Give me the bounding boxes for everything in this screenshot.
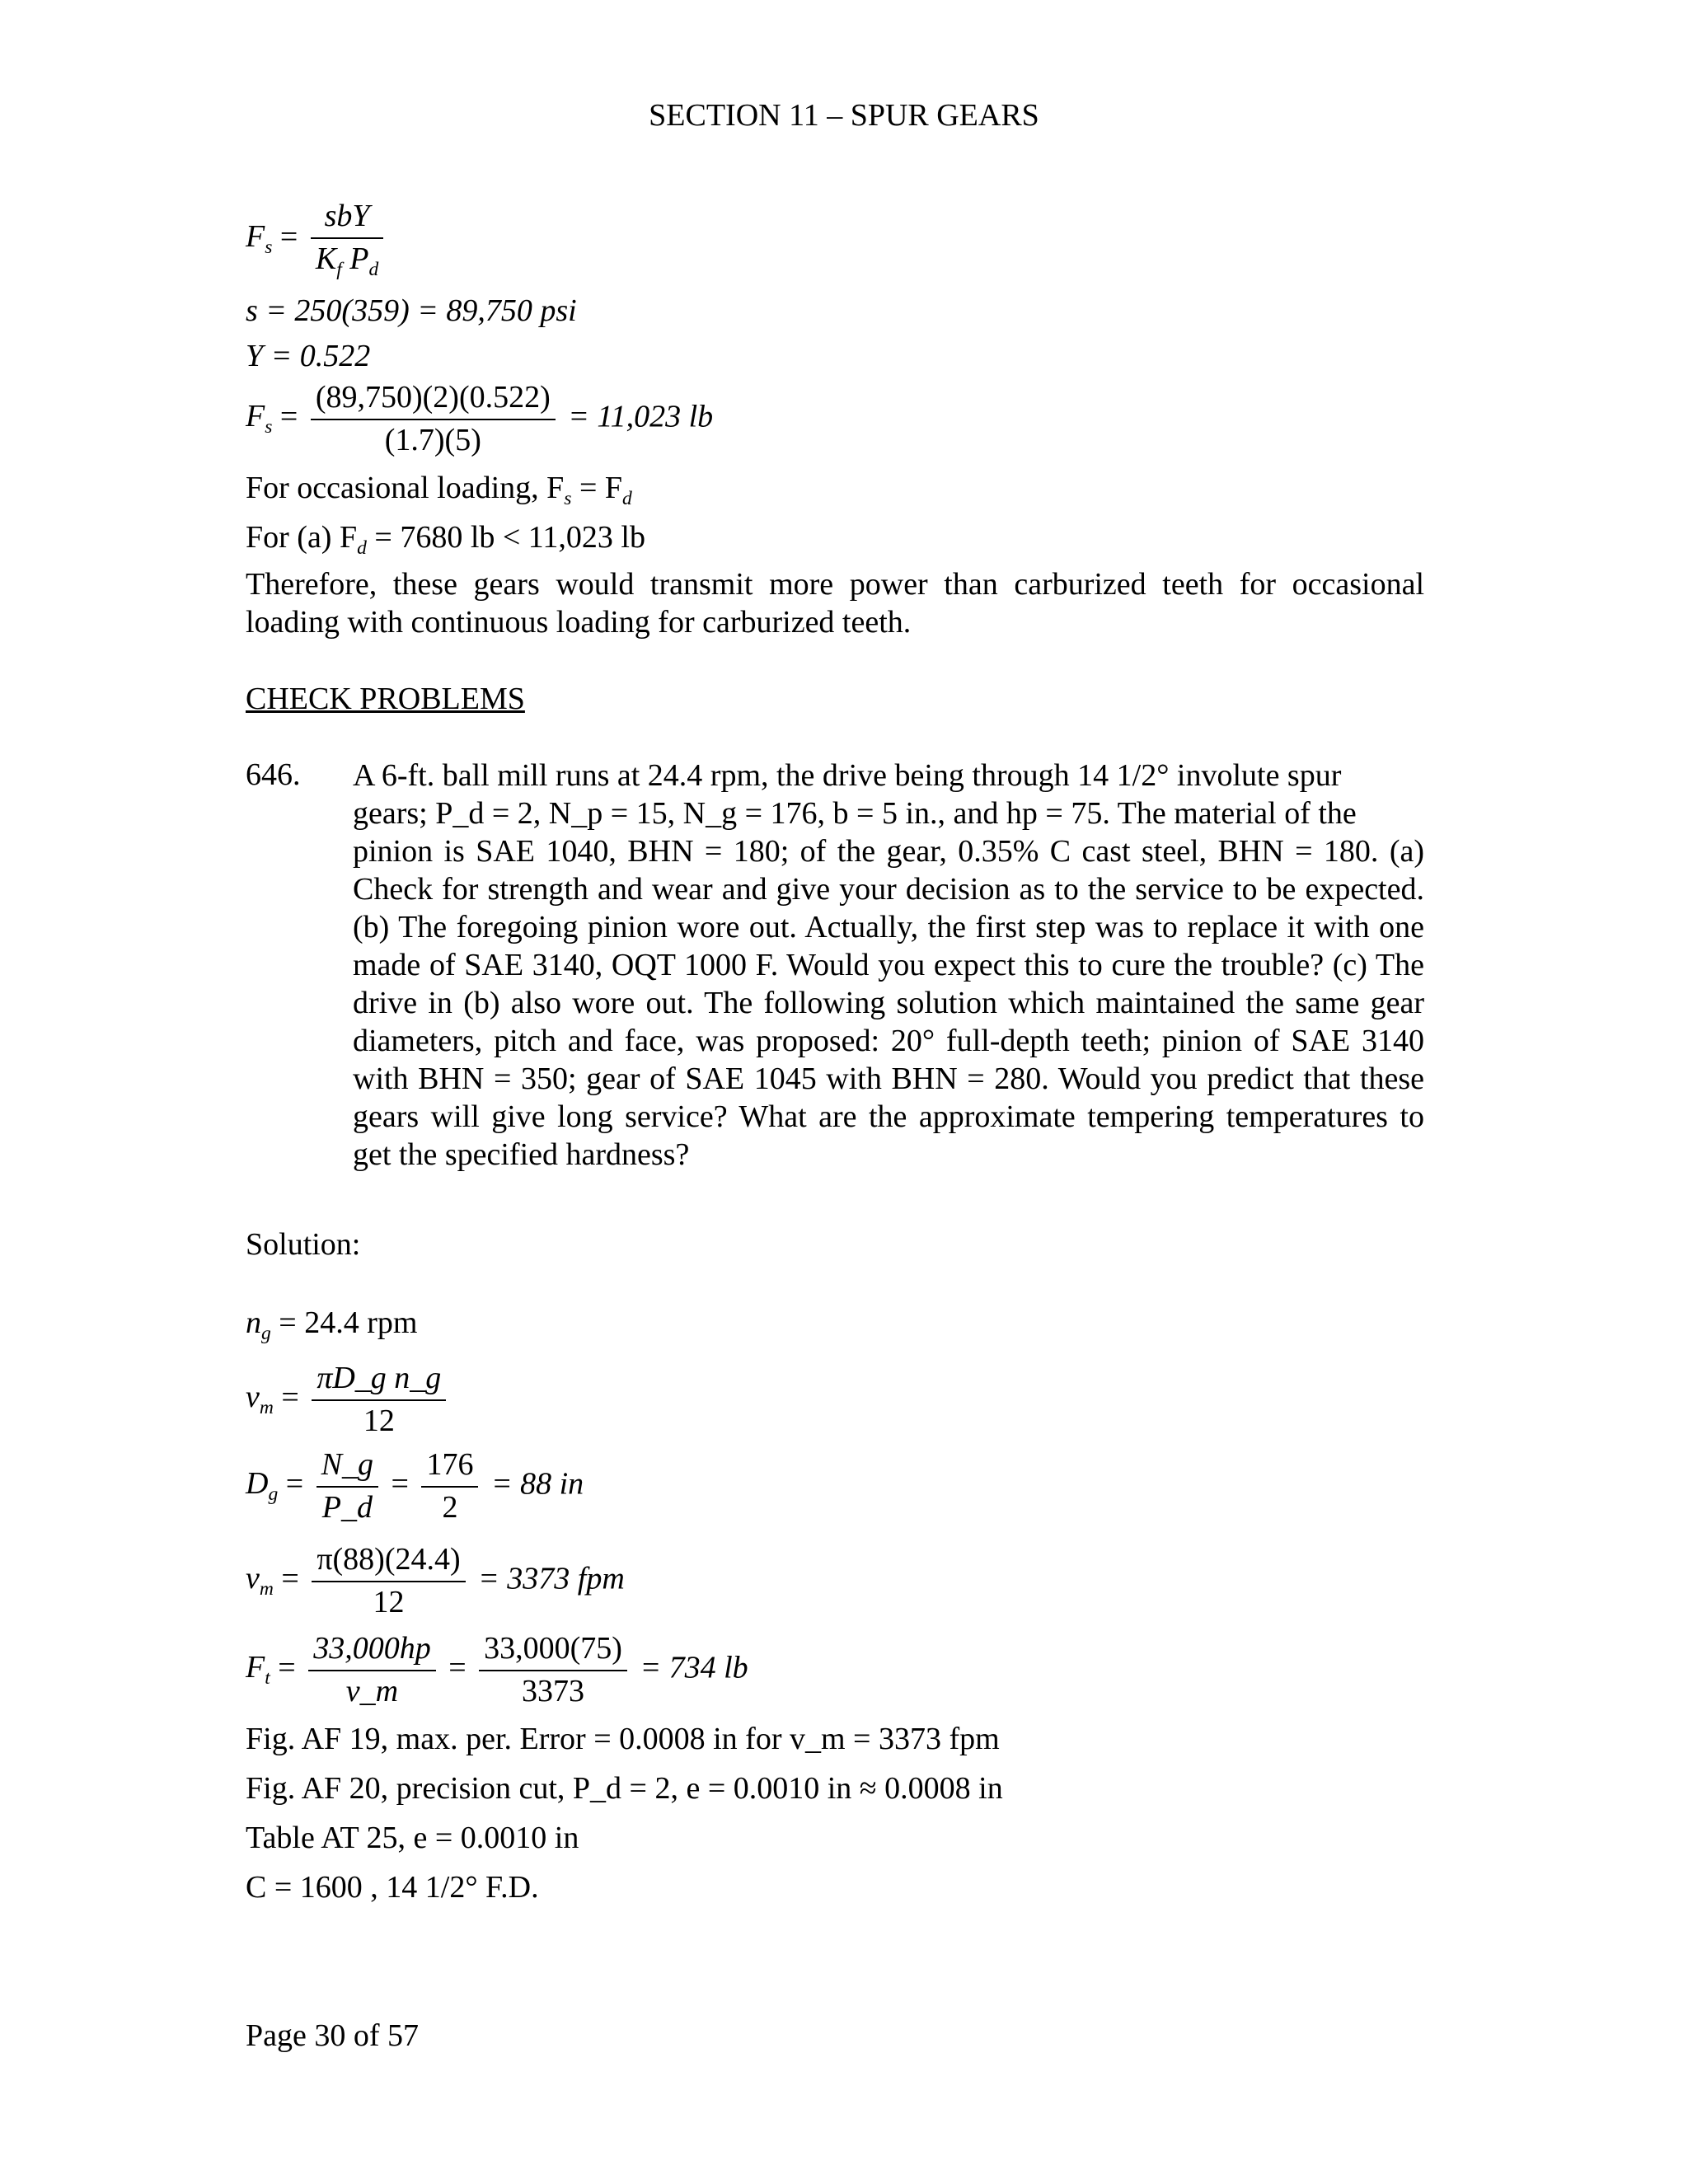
fraction: $\frac{(89,750)(2)(0.522)}{(1.7)(5)}$ <box>311 379 556 459</box>
check-problems-heading: CHECK PROBLEMS <box>246 682 525 716</box>
equation-dg: $D_g$ = $\frac{N\_g}{P\_d}$ = $\frac{176}{2}$ = 88 in <box>246 1446 584 1526</box>
problem-body: pinion is SAE 1040, BHN = 180; of the gear, 0.35% C cast steel, BHN = 180. (a) Check for strength and wear and give your decision as to the service to be expected. (b) The foregoing pinion wore out. Actually, the first step was to replace it with one made of SAE 3140, OQT 1000 F. Would you expect this to cure the trouble? (c) The drive in (b) also wore out. The following solution which maintained the same gear diameters, pitch and face, was proposed: 20° full-depth teeth; pinion of SAE 3140 with BHN = 350; gear of SAE 1045 with BHN = 280. Would you predict that these gears will give long service? What are the approximate tempering temperatures to get the specified hardness? <box>353 834 1424 1172</box>
problem-line-1: A 6-ft. ball mill runs at 24.4 rpm, the drive being through 14 1/2° involute spur <box>353 758 1342 793</box>
equation-ng: $n_g = 24.4$ rpm <box>246 1305 418 1345</box>
table-at25-line: Table AT 25, e = 0.0010 in <box>246 1821 579 1855</box>
fraction: $\frac{33,000(75)}{3373}$ <box>479 1630 627 1710</box>
problem-text <box>353 757 1424 1174</box>
fraction: $\frac{\text{πD\_g n\_g}}{12}$ <box>312 1360 446 1440</box>
equation-s: s = 250(359) = 89,750 psi <box>246 293 577 328</box>
equation-ft: $F_t$ = $\frac{33,000hp}{v\_m}$ = $\frac{33,000(75)}{3373}$ = 734 lb <box>246 1630 748 1710</box>
equation-vm-formula: $v_m$ = $\frac{\text{πD\_g n\_g}}{12}$ <box>246 1360 451 1440</box>
conclusion-paragraph: Therefore, these gears would transmit more power than carburized teeth for occasional loading with continuous loading for carburized teeth. <box>246 567 1424 640</box>
solution-label: Solution: <box>246 1227 361 1262</box>
occasional-loading-line: For occasional loading, $F_s = F_d$ <box>246 471 632 510</box>
fraction: $\frac{33,000hp}{v\_m}$ <box>308 1630 436 1710</box>
c-value-line: C = 1600 , 14 1/2° F.D. <box>246 1870 539 1905</box>
for-a-line: For (a) $F_d = 7680$ lb < 11,023 lb <box>246 520 645 560</box>
fig-af20-line: Fig. AF 20, precision cut, P_d = 2, e = 0.0010 in ≈ 0.0008 in <box>246 1771 1003 1806</box>
fraction: $\frac{N\_g}{P\_d}$ <box>316 1446 378 1526</box>
problem-line-2: gears; P_d = 2, N_p = 15, N_g = 176, b = 5 in., and hp = 75. The material of the <box>353 796 1357 831</box>
fraction: $\frac{176}{2}$ <box>421 1446 478 1526</box>
equation-fs-value: $F_s$ = $\frac{(89,750)(2)(0.522)}{(1.7)(5)}$ = 11,023 lb <box>246 379 713 459</box>
equation-y: Y = 0.522 <box>246 339 371 373</box>
fraction: $\frac{\text{sbY}}{K_f P_d}$ <box>311 198 383 281</box>
problem-number: 646. <box>246 757 301 792</box>
fig-af19-line: Fig. AF 19, max. per. Error = 0.0008 in for v_m = 3373 fpm <box>246 1722 1000 1756</box>
page-footer: Page 30 of 57 <box>246 2018 420 2053</box>
equation-vm-value: $v_m$ = $\frac{\pi(88)(24.4)}{12}$ = 3373 fpm <box>246 1541 625 1621</box>
fraction: $\frac{\pi(88)(24.4)}{12}$ <box>312 1541 465 1621</box>
section-header: SECTION 11 – SPUR GEARS <box>649 98 1039 133</box>
equation-fs-formula: $F_s$ = $\frac{\text{sbY}}{K_f P_d}$ <box>246 198 388 281</box>
